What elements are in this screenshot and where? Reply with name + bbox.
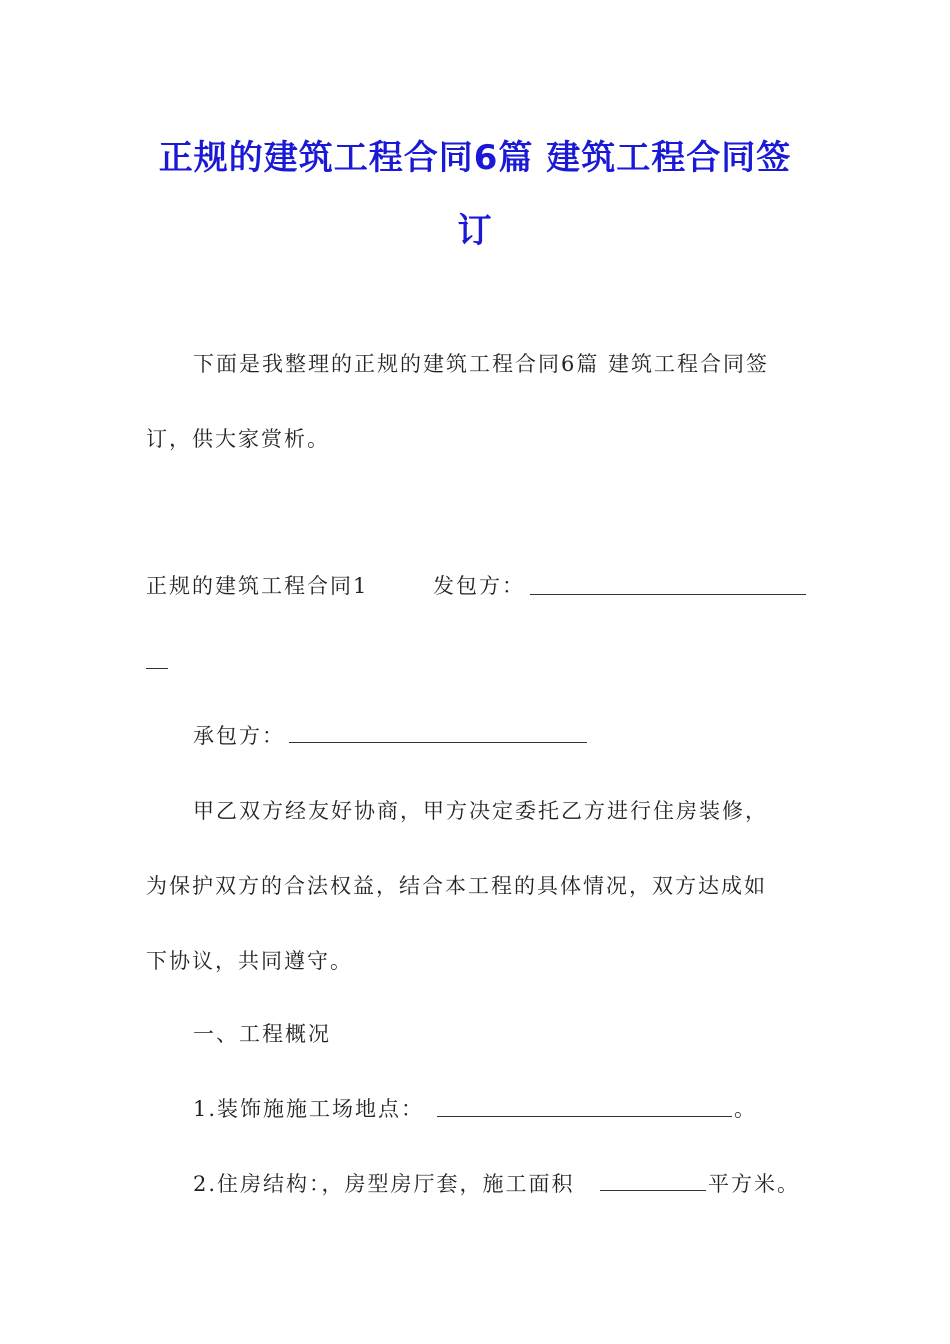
item-site-location-end: 。 <box>734 1097 757 1121</box>
item-site-location-label: 1.装饰施施工场地点： <box>193 1097 425 1121</box>
contract-heading: 正规的建筑工程合同1 <box>146 574 369 598</box>
construction-area-blank <box>600 1172 706 1191</box>
intro-line-2: 订，供大家赏析。 <box>146 427 330 451</box>
section-project-overview: 一、工程概况 <box>193 1022 331 1046</box>
intro-line-1: 下面是我整理的正规的建筑工程合同6篇 建筑工程合同签 <box>193 352 770 376</box>
document-title-line-1: 正规的建筑工程合同6篇 建筑工程合同签 <box>158 138 792 178</box>
party-a-label: 发包方： <box>433 574 525 598</box>
document-title-line-2: 订 <box>457 211 493 251</box>
agreement-paragraph-line-2: 为保护双方的合法权益，结合本工程的具体情况，双方达成如 <box>146 874 767 898</box>
item-housing-structure-label: 2.住房结构：，房型房厅套，施工面积 <box>193 1172 575 1196</box>
party-b-blank <box>289 724 587 743</box>
site-location-blank <box>437 1098 732 1117</box>
agreement-paragraph-line-1: 甲乙双方经友好协商，甲方决定委托乙方进行住房装修， <box>193 799 768 823</box>
party-b-label: 承包方： <box>193 724 285 748</box>
party-a-blank-continued <box>146 650 168 669</box>
party-a-blank <box>530 576 806 595</box>
agreement-paragraph-line-3: 下协议，共同遵守。 <box>146 949 353 973</box>
item-housing-structure-end: 平方米。 <box>708 1172 800 1196</box>
